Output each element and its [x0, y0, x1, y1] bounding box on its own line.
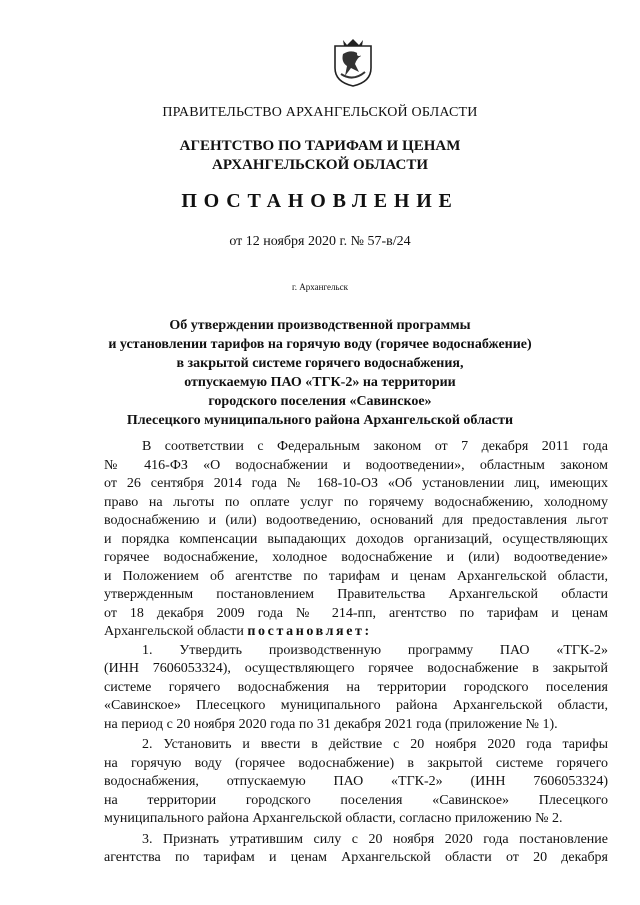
resolution-word: постановляет: [247, 624, 372, 639]
arkhangelsk-coat-of-arms-icon [331, 38, 375, 88]
agency-name-line: АРХАНГЕЛЬСКОЙ ОБЛАСТИ [212, 157, 428, 173]
item-3-line: 3. Признать утратившим силу с 20 ноября 2020 года постановление [142, 831, 608, 847]
body-line: от 18 декабря 2009 года № 214-пп, агентство по тарифам и ценам [104, 605, 608, 621]
body-line: водоснабжению и (или) водоотведению, оснований для предоставления льгот [104, 513, 608, 528]
subject-line: городского поселения «Савинское» [208, 394, 432, 409]
item-2-line: муниципального района Архангельской области, согласно приложению № 2. [104, 811, 563, 826]
agency-name-line: АГЕНТСТВО ПО ТАРИФАМ И ЦЕНАМ [179, 138, 461, 154]
document-body [104, 438, 608, 868]
body-line: право на льготы по оплате услуг по горячему водоснабжению, холодному [104, 494, 608, 510]
body-line: и Положением об агентстве по тарифам и ценам Архангельской области, [104, 568, 608, 584]
body-line: от 26 сентября 2014 года № 168-10-ОЗ «Об установлении лиц, имеющих [104, 476, 608, 491]
item-1-line: системе горячего водоснабжения на территории городского поселения [104, 679, 608, 695]
item-2-line: водоснабжения, отпускаемую ПАО «ТГК-2» (ИНН 7606053324) [104, 774, 608, 789]
item-2-line: на территории городского поселения «Савинское» Плесецкого [104, 792, 608, 808]
document-city: г. Архангельск [292, 282, 348, 292]
document-date-number: от 12 ноября 2020 г. № 57-в/24 [229, 234, 411, 249]
item-2-line: 2. Установить и ввести в действие с 20 ноября 2020 года тарифы [142, 737, 608, 752]
subject-line: в закрытой системе горячего водоснабжения, [176, 356, 464, 371]
body-line: В соответствии с Федеральным законом от 7 декабря 2011 года [142, 439, 608, 454]
item-1-line: «Савинское» Плесецкого муниципального района Архангельской области, [104, 698, 608, 713]
government-name: ПРАВИТЕЛЬСТВО АРХАНГЕЛЬСКОЙ ОБЛАСТИ [162, 105, 478, 120]
item-1-line: 1. Утвердить производственную программу ПАО «ТГК-2» [142, 642, 608, 658]
agency-name [0, 137, 640, 175]
body-line: горячее водоснабжение, холодное водоснабжение и (или) водоотведение» [104, 550, 608, 565]
document-subject [0, 316, 640, 430]
subject-line: Плесецкого муниципального района Архангельской области [126, 413, 514, 428]
subject-line: и установлении тарифов на горячую воду (горячее водоснабжение) [108, 337, 532, 352]
item-3-line: агентства по тарифам и ценам Архангельской области от 20 декабря [104, 850, 608, 865]
body-line-text: Архангельской области [104, 624, 244, 639]
body-line: и порядка компенсации выпадающих доходов организаций, осуществляющих [104, 531, 608, 547]
subject-line: отпускаемую ПАО «ТГК-2» на территории [184, 375, 456, 390]
item-2-line: на горячую воду (горячее водоснабжение) в закрытой системе горячего [104, 755, 608, 771]
subject-line: Об утверждении производственной программы [169, 318, 471, 333]
item-1-line: (ИНН 7606053324), осуществляющего горячее водоснабжение в закрытой [104, 661, 608, 676]
document-type: ПОСТАНОВЛЕНИЕ [181, 190, 459, 212]
item-1-line: на период с 20 ноября 2020 года по 31 декабря 2021 года (приложение № 1). [104, 716, 558, 732]
body-line: № 416-ФЗ «О водоснабжении и водоотведении», областным законом [104, 457, 608, 473]
body-line [104, 623, 608, 642]
body-line: утвержденным постановлением Правительства Архангельской области [104, 587, 608, 602]
